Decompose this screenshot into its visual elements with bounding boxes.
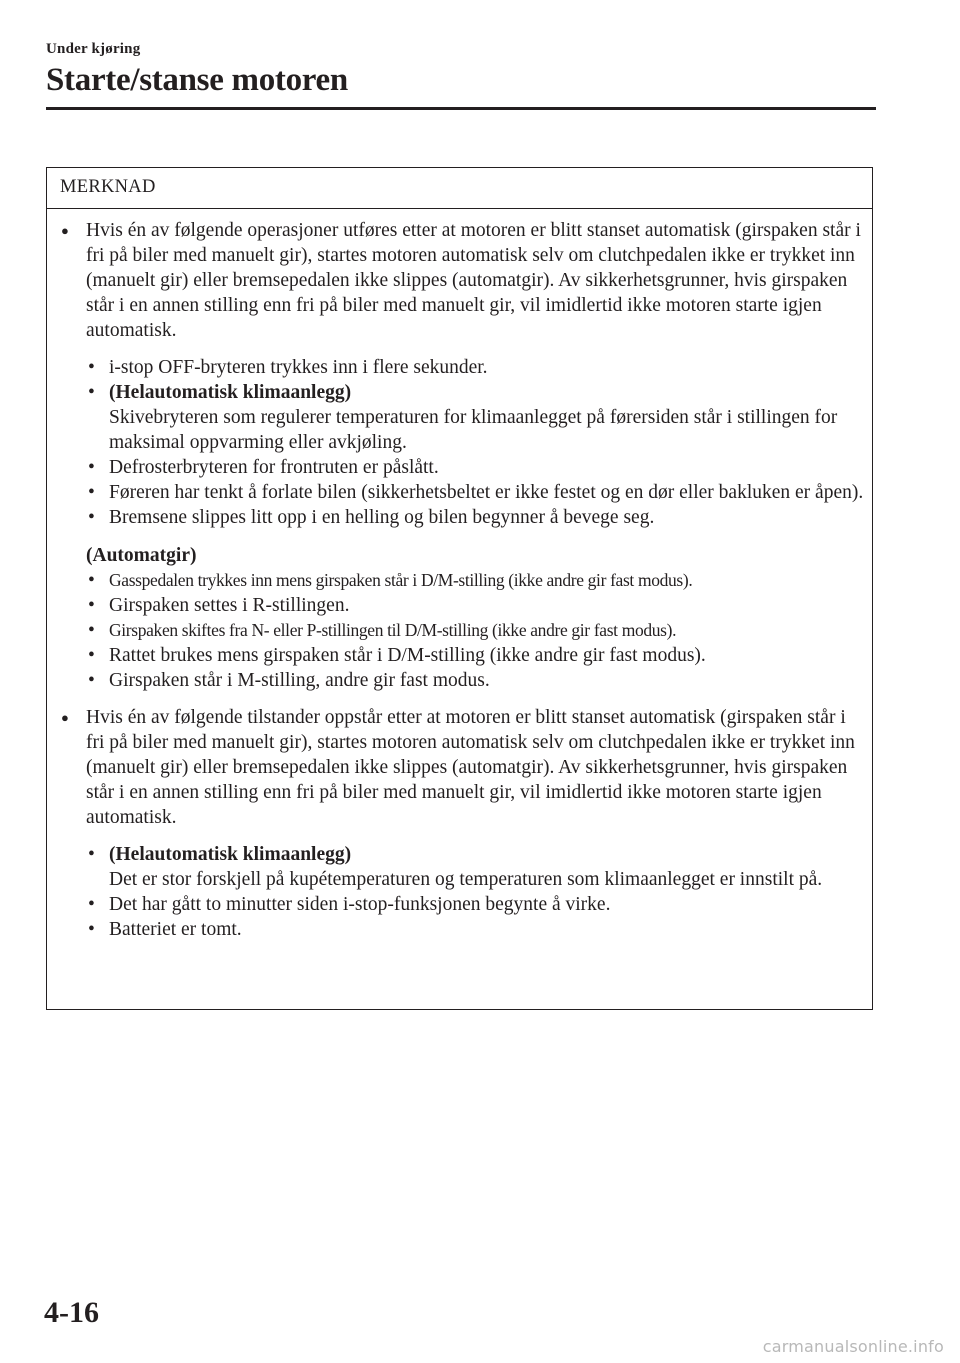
- bullet-icon: •: [88, 357, 95, 378]
- condition-item: [86, 593, 864, 618]
- condition-item: [86, 455, 864, 480]
- condition-text: Defrosterbryteren for frontruten er påslått.: [109, 457, 439, 478]
- condition-text: i-stop OFF-bryteren trykkes inn i flere sekunder.: [109, 357, 488, 378]
- condition-item: [86, 643, 864, 668]
- condition-item: [86, 355, 864, 380]
- condition-item: [86, 917, 864, 942]
- bullet-icon: •: [88, 620, 95, 641]
- condition-item: [86, 892, 864, 917]
- note-box: [46, 167, 873, 1010]
- condition-item: [86, 380, 864, 455]
- bullet-icon: •: [88, 507, 95, 528]
- condition-text: Gasspedalen trykkes inn mens girspaken står i D/M-stilling (ikke andre gir fast modus).: [109, 570, 693, 590]
- condition-text: Bremsene slippes litt opp i en helling og bilen begynner å bevege seg.: [109, 507, 655, 528]
- page-number: 4-16: [44, 1296, 99, 1329]
- bullet-icon: •: [88, 645, 95, 666]
- bullet-icon: •: [88, 382, 95, 403]
- bullet-icon: •: [88, 482, 95, 503]
- page-title: Starte/stanse motoren: [46, 62, 348, 98]
- condition-text: Det er stor forskjell på kupétemperaturen og temperaturen som klimaanlegget er innstilt på.: [109, 869, 823, 890]
- bullet-icon: •: [88, 570, 95, 591]
- note-item-text: Hvis én av følgende operasjoner utføres etter at motoren er blitt stanset automatisk (girspaken står i fri på biler med manuelt gir), startes motoren automatisk selv om clutchpedalen ikke er trykket inn (manuelt gir) eller bremsepedalen ikke slippes (automatgir). Av sikkerhetsgrunner, hvis girspaken står i en annen stilling enn fri på biler med manuelt gir, vil imidlertid ikke motoren starte igjen automatisk.: [86, 220, 861, 341]
- condition-text: Girspaken settes i R-stillingen.: [109, 595, 350, 616]
- bullet-icon: •: [88, 844, 95, 865]
- group-heading: (Automatgir): [86, 545, 197, 566]
- bullet-icon: •: [88, 670, 95, 691]
- condition-text: Skivebryteren som regulerer temperaturen for klimaanlegget på førersiden står i stillingen for maksimal oppvarming eller avkjøling.: [109, 407, 838, 453]
- condition-item: [86, 842, 864, 892]
- bullet-dot-icon: ●: [61, 710, 69, 725]
- note-item: [61, 218, 864, 693]
- condition-list: [86, 355, 864, 530]
- condition-item: [86, 668, 864, 693]
- condition-item: [86, 480, 864, 505]
- note-heading: MERKNAD: [47, 168, 872, 209]
- condition-group: [86, 355, 864, 530]
- watermark-link[interactable]: carmanualsonline.info: [762, 1337, 944, 1356]
- bullet-icon: •: [88, 919, 95, 940]
- condition-text: Det har gått to minutter siden i-stop-funksjonen begynte å virke.: [109, 894, 611, 915]
- condition-item: [86, 505, 864, 530]
- condition-item: [86, 618, 864, 643]
- condition-group: [86, 543, 864, 693]
- condition-text: Batteriet er tomt.: [109, 919, 242, 940]
- bullet-icon: •: [88, 457, 95, 478]
- condition-list: [86, 568, 864, 693]
- condition-text: Girspaken står i M-stilling, andre gir fast modus.: [109, 670, 490, 691]
- note-item: [61, 705, 864, 942]
- title-rule: [46, 107, 876, 110]
- bullet-icon: •: [88, 595, 95, 616]
- bullet-dot-icon: ●: [61, 223, 69, 238]
- condition-item: [86, 568, 864, 593]
- condition-group: [86, 842, 864, 942]
- section-label: Under kjøring: [46, 41, 141, 57]
- note-body: [47, 209, 872, 942]
- condition-list: [86, 842, 864, 942]
- note-item-text: Hvis én av følgende tilstander oppstår etter at motoren er blitt stanset automatisk (girspaken står i fri på biler med manuelt gir), startes motoren automatisk selv om clutchpedalen ikke er trykket inn (manuelt gir) eller bremsepedalen ikke slippes (automatgir). Av sikkerhetsgrunner, hvis girspaken står i en annen stilling enn fri på biler med manuelt gir, vil imidlertid ikke motoren starte igjen automatisk.: [86, 707, 855, 828]
- condition-label: (Helautomatisk klimaanlegg): [109, 844, 352, 865]
- condition-text: Rattet brukes mens girspaken står i D/M-stilling (ikke andre gir fast modus).: [109, 645, 706, 666]
- condition-text: Girspaken skiftes fra N- eller P-stillingen til D/M-stilling (ikke andre gir fast modus).: [109, 620, 677, 640]
- condition-text: Føreren har tenkt å forlate bilen (sikkerhetsbeltet er ikke festet og en dør eller bakluken er åpen).: [109, 482, 864, 503]
- bullet-icon: •: [88, 894, 95, 915]
- condition-label: (Helautomatisk klimaanlegg): [109, 382, 352, 403]
